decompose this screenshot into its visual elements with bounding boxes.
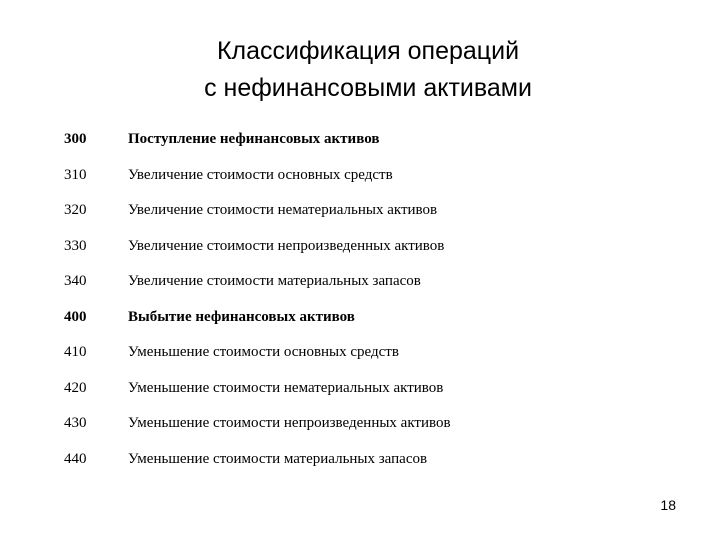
operation-code: 310 <box>64 166 87 183</box>
page-number: 18 <box>660 497 676 513</box>
operation-label: Увеличение стоимости основных средств <box>128 166 393 183</box>
operation-label: Уменьшение стоимости основных средств <box>128 344 399 360</box>
operation-code: 400 <box>64 308 87 325</box>
operation-label: Увеличение стоимости нематериальных активов <box>128 202 438 218</box>
list-item-8 <box>62 406 662 442</box>
operation-label: Выбытие нефинансовых активов <box>128 308 355 325</box>
list-item-2 <box>62 193 662 229</box>
operation-label: Поступление нефинансовых активов <box>128 131 380 147</box>
operation-code: 430 <box>64 415 87 431</box>
list-item-0 <box>62 122 662 158</box>
list-item-9 <box>62 442 662 478</box>
operation-label: Уменьшение стоимости непроизведенных активов <box>128 415 451 431</box>
list-item-6 <box>62 335 662 371</box>
list-item-3 <box>62 229 662 265</box>
operation-label: Увеличение стоимости непроизведенных активов <box>128 237 445 254</box>
operation-code: 410 <box>64 344 87 360</box>
operation-code: 440 <box>64 450 87 467</box>
operation-code: 320 <box>64 202 87 218</box>
list-item-5 <box>62 300 662 336</box>
operation-code: 300 <box>64 131 87 147</box>
operation-code: 330 <box>64 237 87 254</box>
operation-label: Уменьшение стоимости нематериальных активов <box>128 379 444 396</box>
operation-code: 420 <box>64 379 87 396</box>
operation-code: 340 <box>64 273 87 289</box>
list-item-4 <box>62 264 662 300</box>
slide-title-line-1: Классификация операций <box>216 37 520 65</box>
operation-label: Увеличение стоимости материальных запасов <box>128 273 421 289</box>
classification-list <box>62 122 662 477</box>
operation-label: Уменьшение стоимости материальных запасов <box>128 450 428 467</box>
list-item-7 <box>62 371 662 407</box>
list-item-1 <box>62 158 662 194</box>
slide-title-line-2: с нефинансовыми активами <box>204 74 532 102</box>
